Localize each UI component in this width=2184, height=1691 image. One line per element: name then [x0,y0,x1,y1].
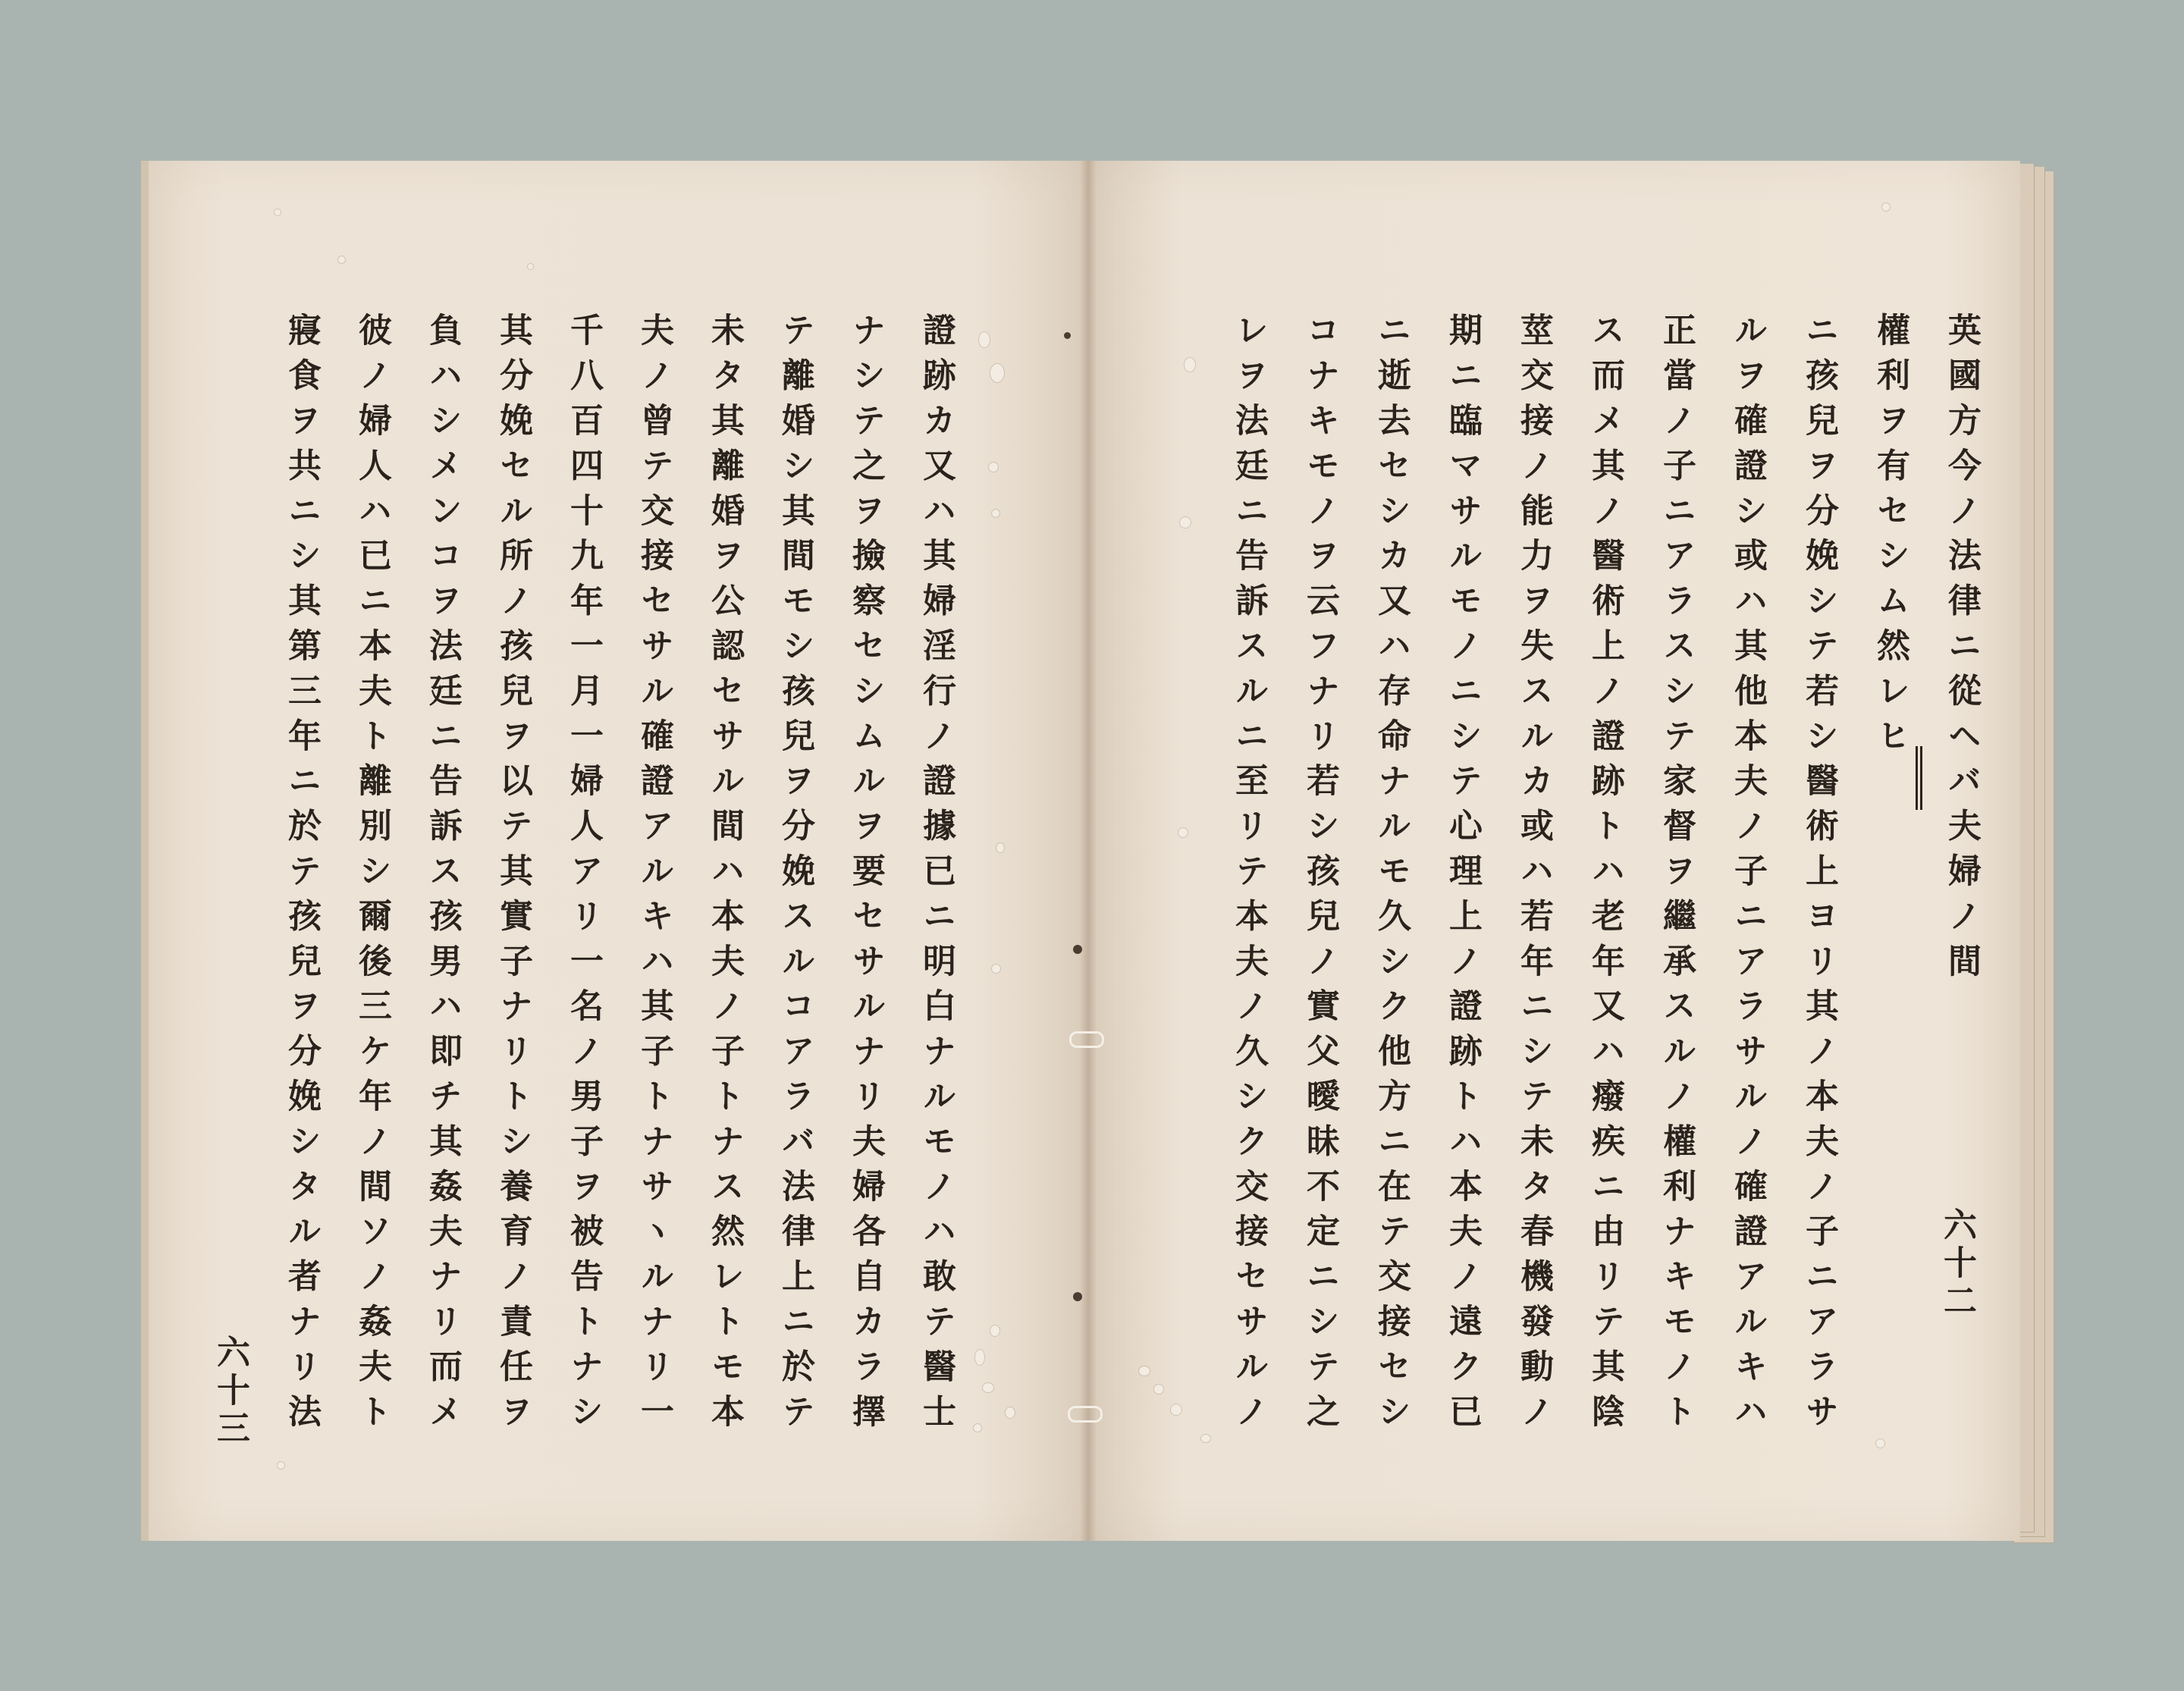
right-column-7: 莖交接ノ能力ヲ失スルカ或ハ若年ニシテ未タ春機發動ノ [1514,312,1553,1438]
paper-speck [996,843,1004,852]
paper-speck [990,364,1004,382]
open-book [141,161,2061,1548]
paper-speck [1139,1366,1150,1376]
right-column-9: ニ逝去セシカ又ハ存命ナルモ久シク他方ニ在テ交接セシ [1372,312,1410,1438]
paper-speck [528,264,533,269]
paper-speck [275,209,281,215]
left-page [141,161,1087,1541]
paper-speck [974,1424,981,1432]
paper-speck [1006,1407,1015,1418]
right-page [1087,161,2020,1541]
paper-speck [1876,1439,1884,1448]
paper-speck [979,332,990,347]
right-column-10: コナキモノヲ云フナリ若シ孩兒ノ實父曖昧不定ニシテ之 [1301,312,1339,1438]
right-column-4: ルヲ確證シ或ハ其他本夫ノ子ニアラサルノ確證アルキハ [1728,312,1767,1438]
binding-stitch [1073,945,1082,954]
paper-speck [975,1350,984,1365]
left-page-text [247,312,956,1586]
paper-speck [1154,1385,1163,1394]
binding-thread [1069,1031,1104,1048]
paper-speck [990,1326,999,1336]
left-column-5: 夫ノ曾テ交接セサル確證アルキハ其子トナサヽルナリ一 [635,312,673,1438]
paper-speck [1882,203,1890,211]
paper-speck [1178,828,1188,837]
paper-speck [338,256,345,263]
left-column-10: 寢食ヲ共ニシ其第三年ニ於テ孩兒ヲ分娩シタル者ナリ法 [282,312,321,1438]
binding-stitch [1073,1292,1082,1301]
book-gutter [1080,161,1097,1541]
paper-speck [989,463,998,472]
left-column-9: 彼ノ婦人ハ已ニ本夫ト離別シ爾後三ケ年ノ間ソノ姦夫ト [353,312,391,1439]
paper-speck [983,1383,993,1392]
left-column-2: ナシテ之ヲ撿察セシムルヲ要セサルナリ夫婦各自カラ擇 [846,312,885,1438]
right-column-6: ス而メ其ノ醫術上ノ證跡トハ老年又ハ癈疾ニ由リテ其陰 [1586,312,1624,1438]
paper-speck [992,510,999,517]
paper-speck [1185,358,1195,372]
left-column-3: テ離婚シ其間モシ孩兒ヲ分娩スルコアラバ法律上ニ於テ [776,312,814,1438]
left-page-number: 六十三 [211,1335,249,1448]
right-page-number: 六十二 [1938,1207,1976,1321]
paper-speck [1180,517,1191,528]
left-column-8: 負ハシメンコヲ法廷ニ告訴ス孩男ハ即チ其姦夫ナリ而メ [423,312,462,1438]
proper-noun-marker [1916,746,1922,810]
left-column-6: 千八百四十九年一月一婦人アリ一名ノ男子ヲ被告トナシ [564,312,603,1438]
paper-speck [278,1462,284,1469]
left-column-4: 未タ其離婚ヲ公認セサル間ハ本夫ノ子トナス然レトモ本 [705,312,744,1438]
right-column-8: 期ニ臨マサルモノニシテ心理上ノ證跡トハ本夫ノ遠ク已 [1443,312,1482,1438]
right-column-3: ニ孩兒ヲ分娩シテ若シ醫術上ヨリ其ノ本夫ノ子ニアラサ [1800,312,1838,1438]
left-column-7: 其分娩セル所ノ孩兒ヲ以テ其實子ナリトシ養育ノ責任ヲ [494,312,532,1438]
right-page-text [1194,312,1981,1586]
paper-speck [992,965,1000,973]
binding-stitch [1064,332,1071,339]
right-column-1: 英國方今ノ法律ニ從ヘバ夫婦ノ間 [1942,312,1981,988]
right-column-5: 正當ノ子ニアラスシテ家督ヲ繼承スルノ權利ナキモノト [1657,312,1696,1438]
left-column-1: 證跡カ又ハ其婦淫行ノ證據已ニ明白ナルモノハ敢テ醫士 [917,312,956,1438]
paper-speck [1201,1435,1210,1442]
paper-speck [1171,1404,1181,1415]
binding-thread [1068,1406,1103,1423]
right-column-2: 權利ヲ有セシム然レヒ [1871,312,1909,763]
right-column-11: レヲ法廷ニ告訴スルニ至リテ本夫ノ久シク交接セサルノ [1229,312,1268,1438]
